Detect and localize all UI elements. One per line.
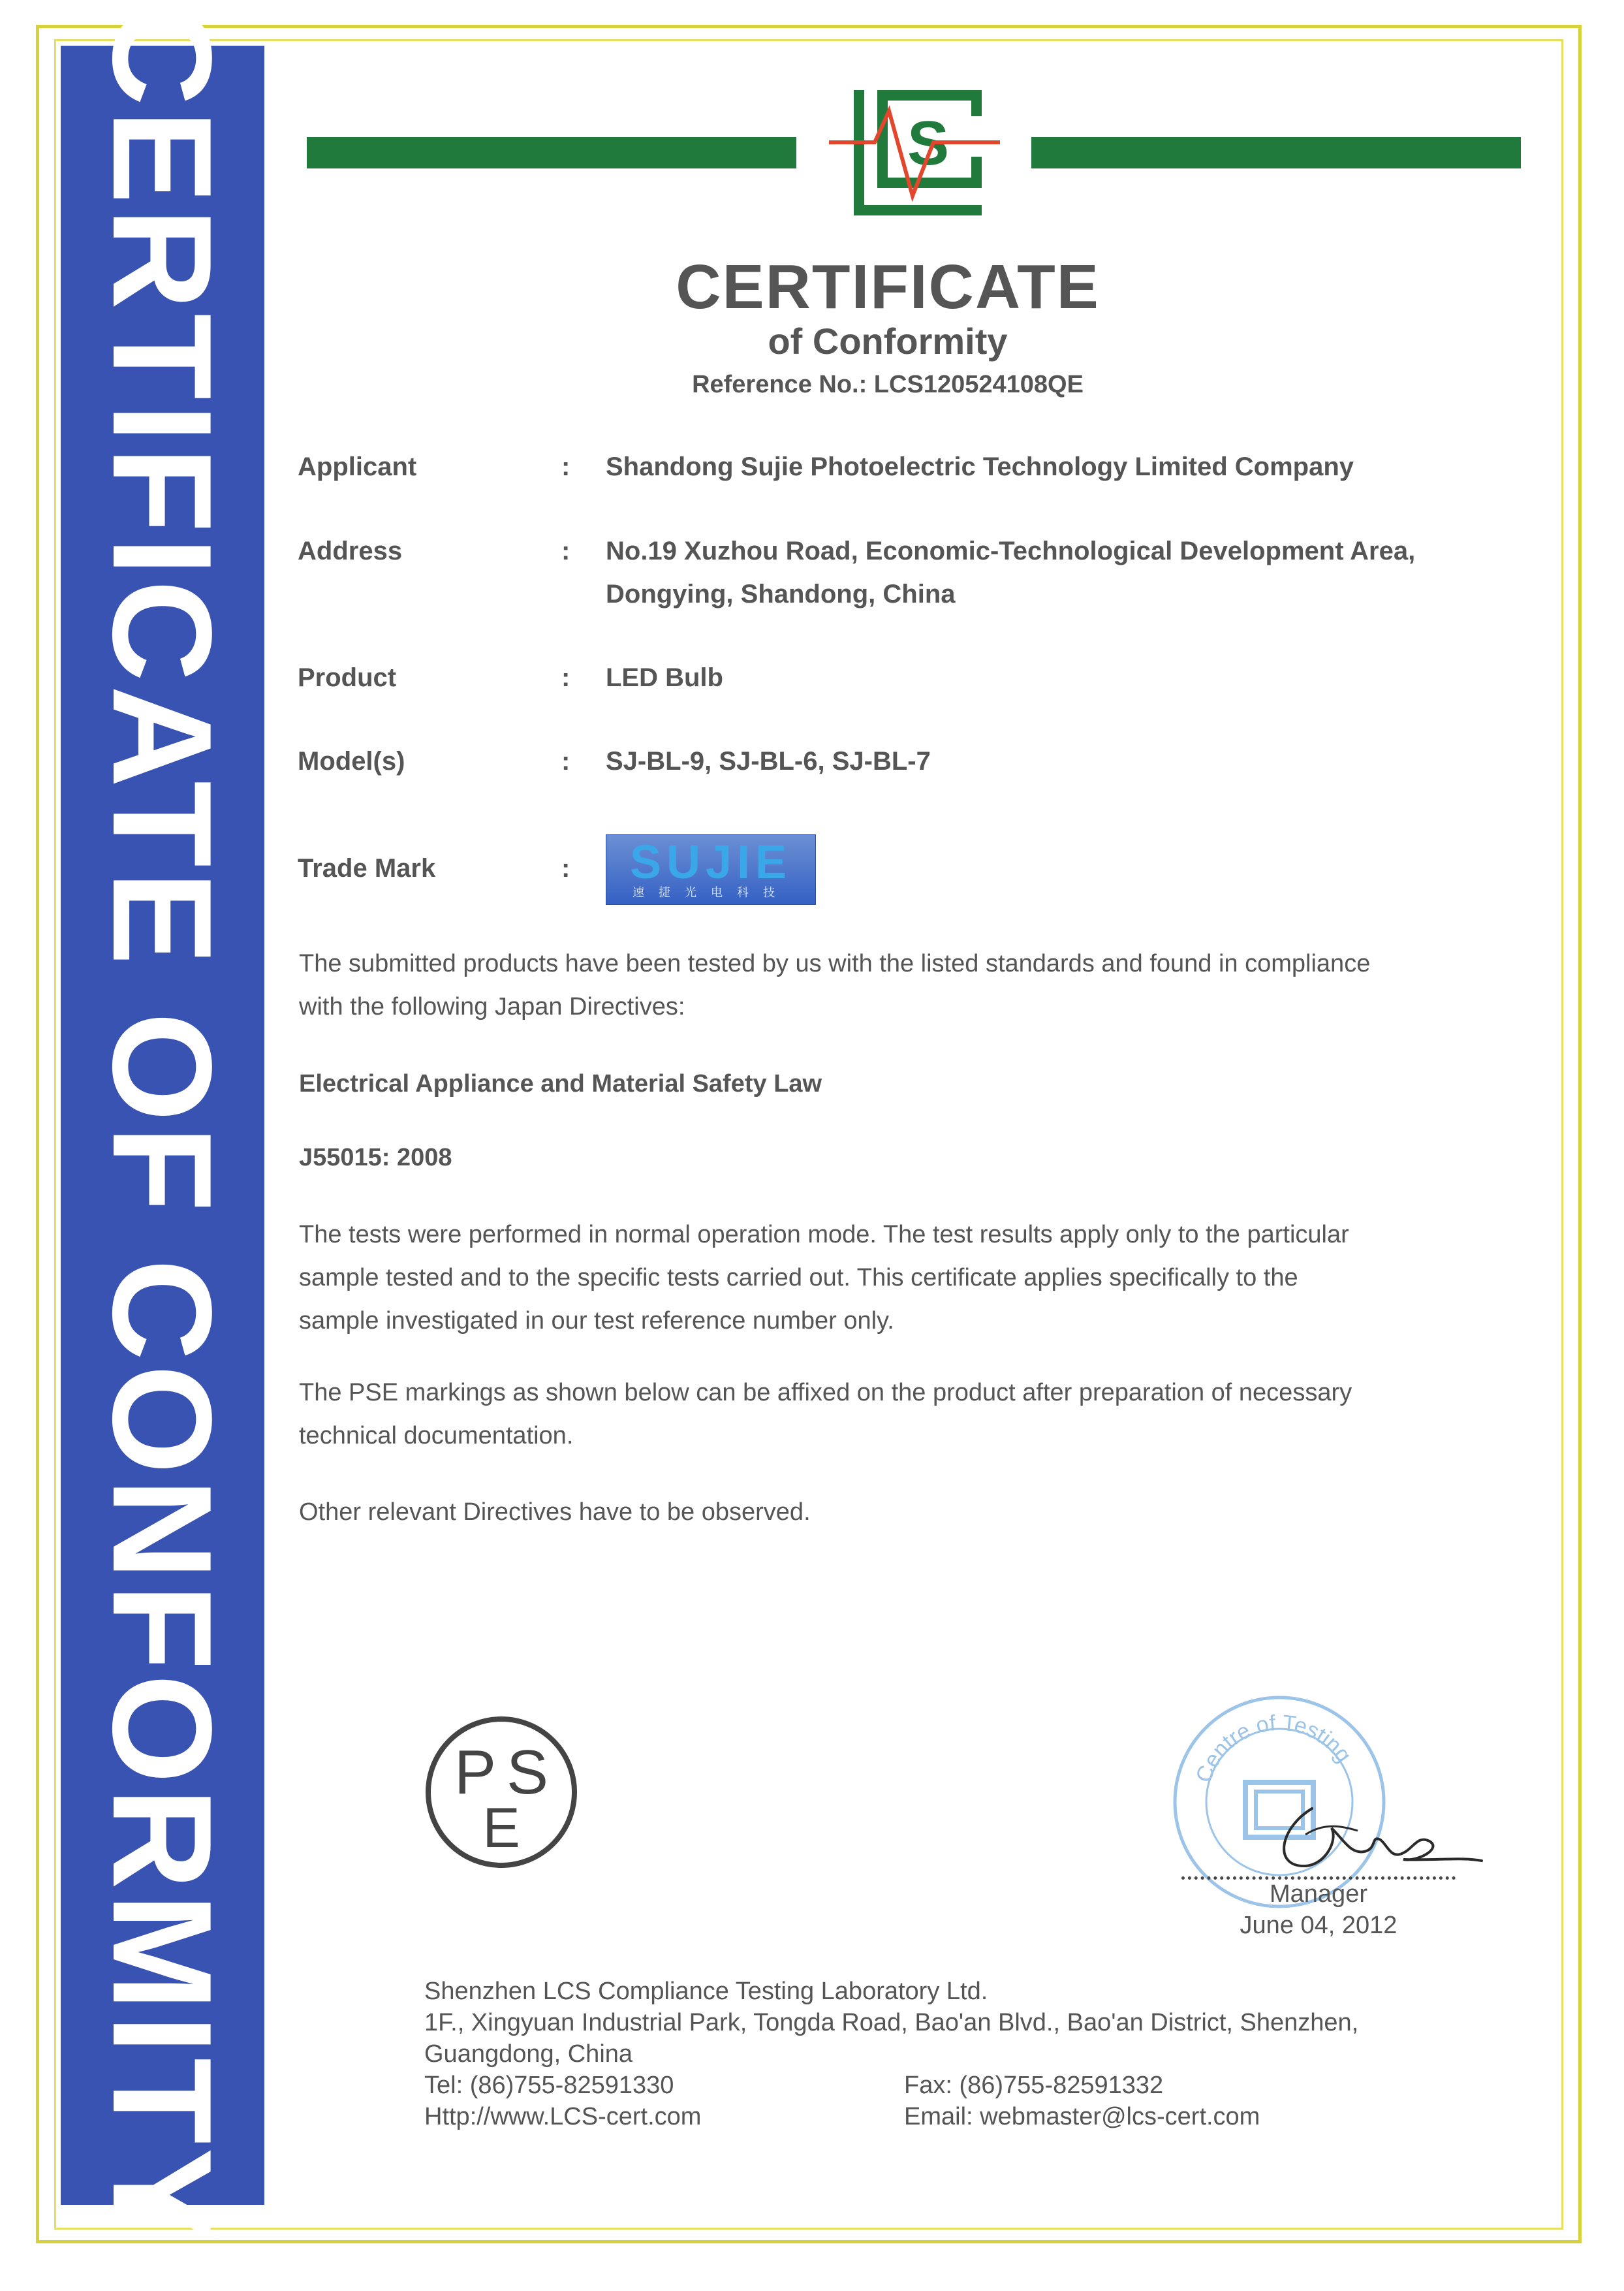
footer-email: Email: webmaster@lcs-cert.com	[904, 2103, 1260, 2130]
reference-number: Reference No.: LCS120524108QE	[692, 371, 1084, 398]
applicant-label: Applicant	[298, 452, 417, 481]
trade-mark-subtitle: 速捷光电科技	[632, 886, 789, 899]
applicant-colon: :	[561, 452, 570, 481]
pse-line-2: technical documentation.	[299, 1422, 574, 1449]
other-directives: Other relevant Directives have to be observed.	[299, 1498, 811, 1526]
models-colon: :	[561, 747, 570, 776]
footer-fax: Fax: (86)755-82591332	[904, 2072, 1164, 2099]
compliance-line-2: with the following Japan Directives:	[299, 993, 685, 1020]
manager-signature	[1266, 1789, 1488, 1880]
pse-letter-s: S	[506, 1737, 549, 1807]
pse-line-1: The PSE markings as shown below can be affixed on the product after preparation of necessary	[299, 1379, 1352, 1406]
header-bar-left	[307, 137, 796, 168]
lcs-logo-icon	[829, 85, 1005, 222]
product-label: Product	[298, 663, 397, 692]
side-banner-text: CERTIFICATE OF CONFORMITY	[84, 4, 242, 2246]
trade-mark-label: Trade Mark	[298, 854, 436, 883]
pse-mark-icon	[423, 1714, 580, 1871]
tests-line-2: sample tested and to the specific tests carried out. This certificate applies specifically to the	[299, 1264, 1298, 1291]
tests-line-1: The tests were performed in normal operation mode. The test results apply only to the particular	[299, 1221, 1349, 1248]
signature-line	[1181, 1876, 1456, 1880]
standard-number: J55015: 2008	[299, 1144, 452, 1171]
pse-letter-e: E	[482, 1797, 520, 1859]
certificate-title: CERTIFICATE	[676, 252, 1100, 322]
address-colon: :	[561, 537, 570, 565]
seal-text: Centre of Testing	[1191, 1710, 1356, 1786]
address-line-1: No.19 Xuzhou Road, Economic-Technological Development Area,	[606, 537, 1416, 565]
trade-mark-colon: :	[561, 854, 570, 883]
signatory-title: Manager	[1270, 1880, 1367, 1908]
models-value: SJ-BL-9, SJ-BL-6, SJ-BL-7	[606, 747, 931, 776]
trade-mark-logo	[606, 834, 816, 905]
tests-line-3: sample investigated in our test reference number only.	[299, 1307, 894, 1335]
footer-company: Shenzhen LCS Compliance Testing Laboratory Ltd.	[424, 1978, 988, 2005]
models-label: Model(s)	[298, 747, 405, 776]
applicant-value: Shandong Sujie Photoelectric Technology Limited Company	[606, 452, 1354, 481]
footer-tel: Tel: (86)755-82591330	[424, 2072, 674, 2099]
pse-letter-p: P	[454, 1737, 497, 1807]
address-line-2: Dongying, Shandong, China	[606, 580, 956, 608]
certificate-subtitle: of Conformity	[768, 321, 1008, 362]
footer-address-line-2: Guangdong, China	[424, 2040, 633, 2068]
address-label: Address	[298, 537, 403, 565]
compliance-line-1: The submitted products have been tested by us with the listed standards and found in compliance	[299, 950, 1371, 977]
trade-mark-word: SUJIE	[629, 836, 792, 889]
logo-letter: S	[907, 108, 950, 178]
footer-website: Http://www.LCS-cert.com	[424, 2103, 702, 2130]
law-name: Electrical Appliance and Material Safety Law	[299, 1070, 822, 1098]
product-value: LED Bulb	[606, 663, 723, 692]
product-colon: :	[561, 663, 570, 692]
header-bar-right	[1031, 137, 1521, 168]
footer-address-line-1: 1F., Xingyuan Industrial Park, Tongda Road, Bao'an Blvd., Bao'an District, Shenzhen,	[424, 2009, 1359, 2036]
signature-date: June 04, 2012	[1240, 1912, 1398, 1939]
